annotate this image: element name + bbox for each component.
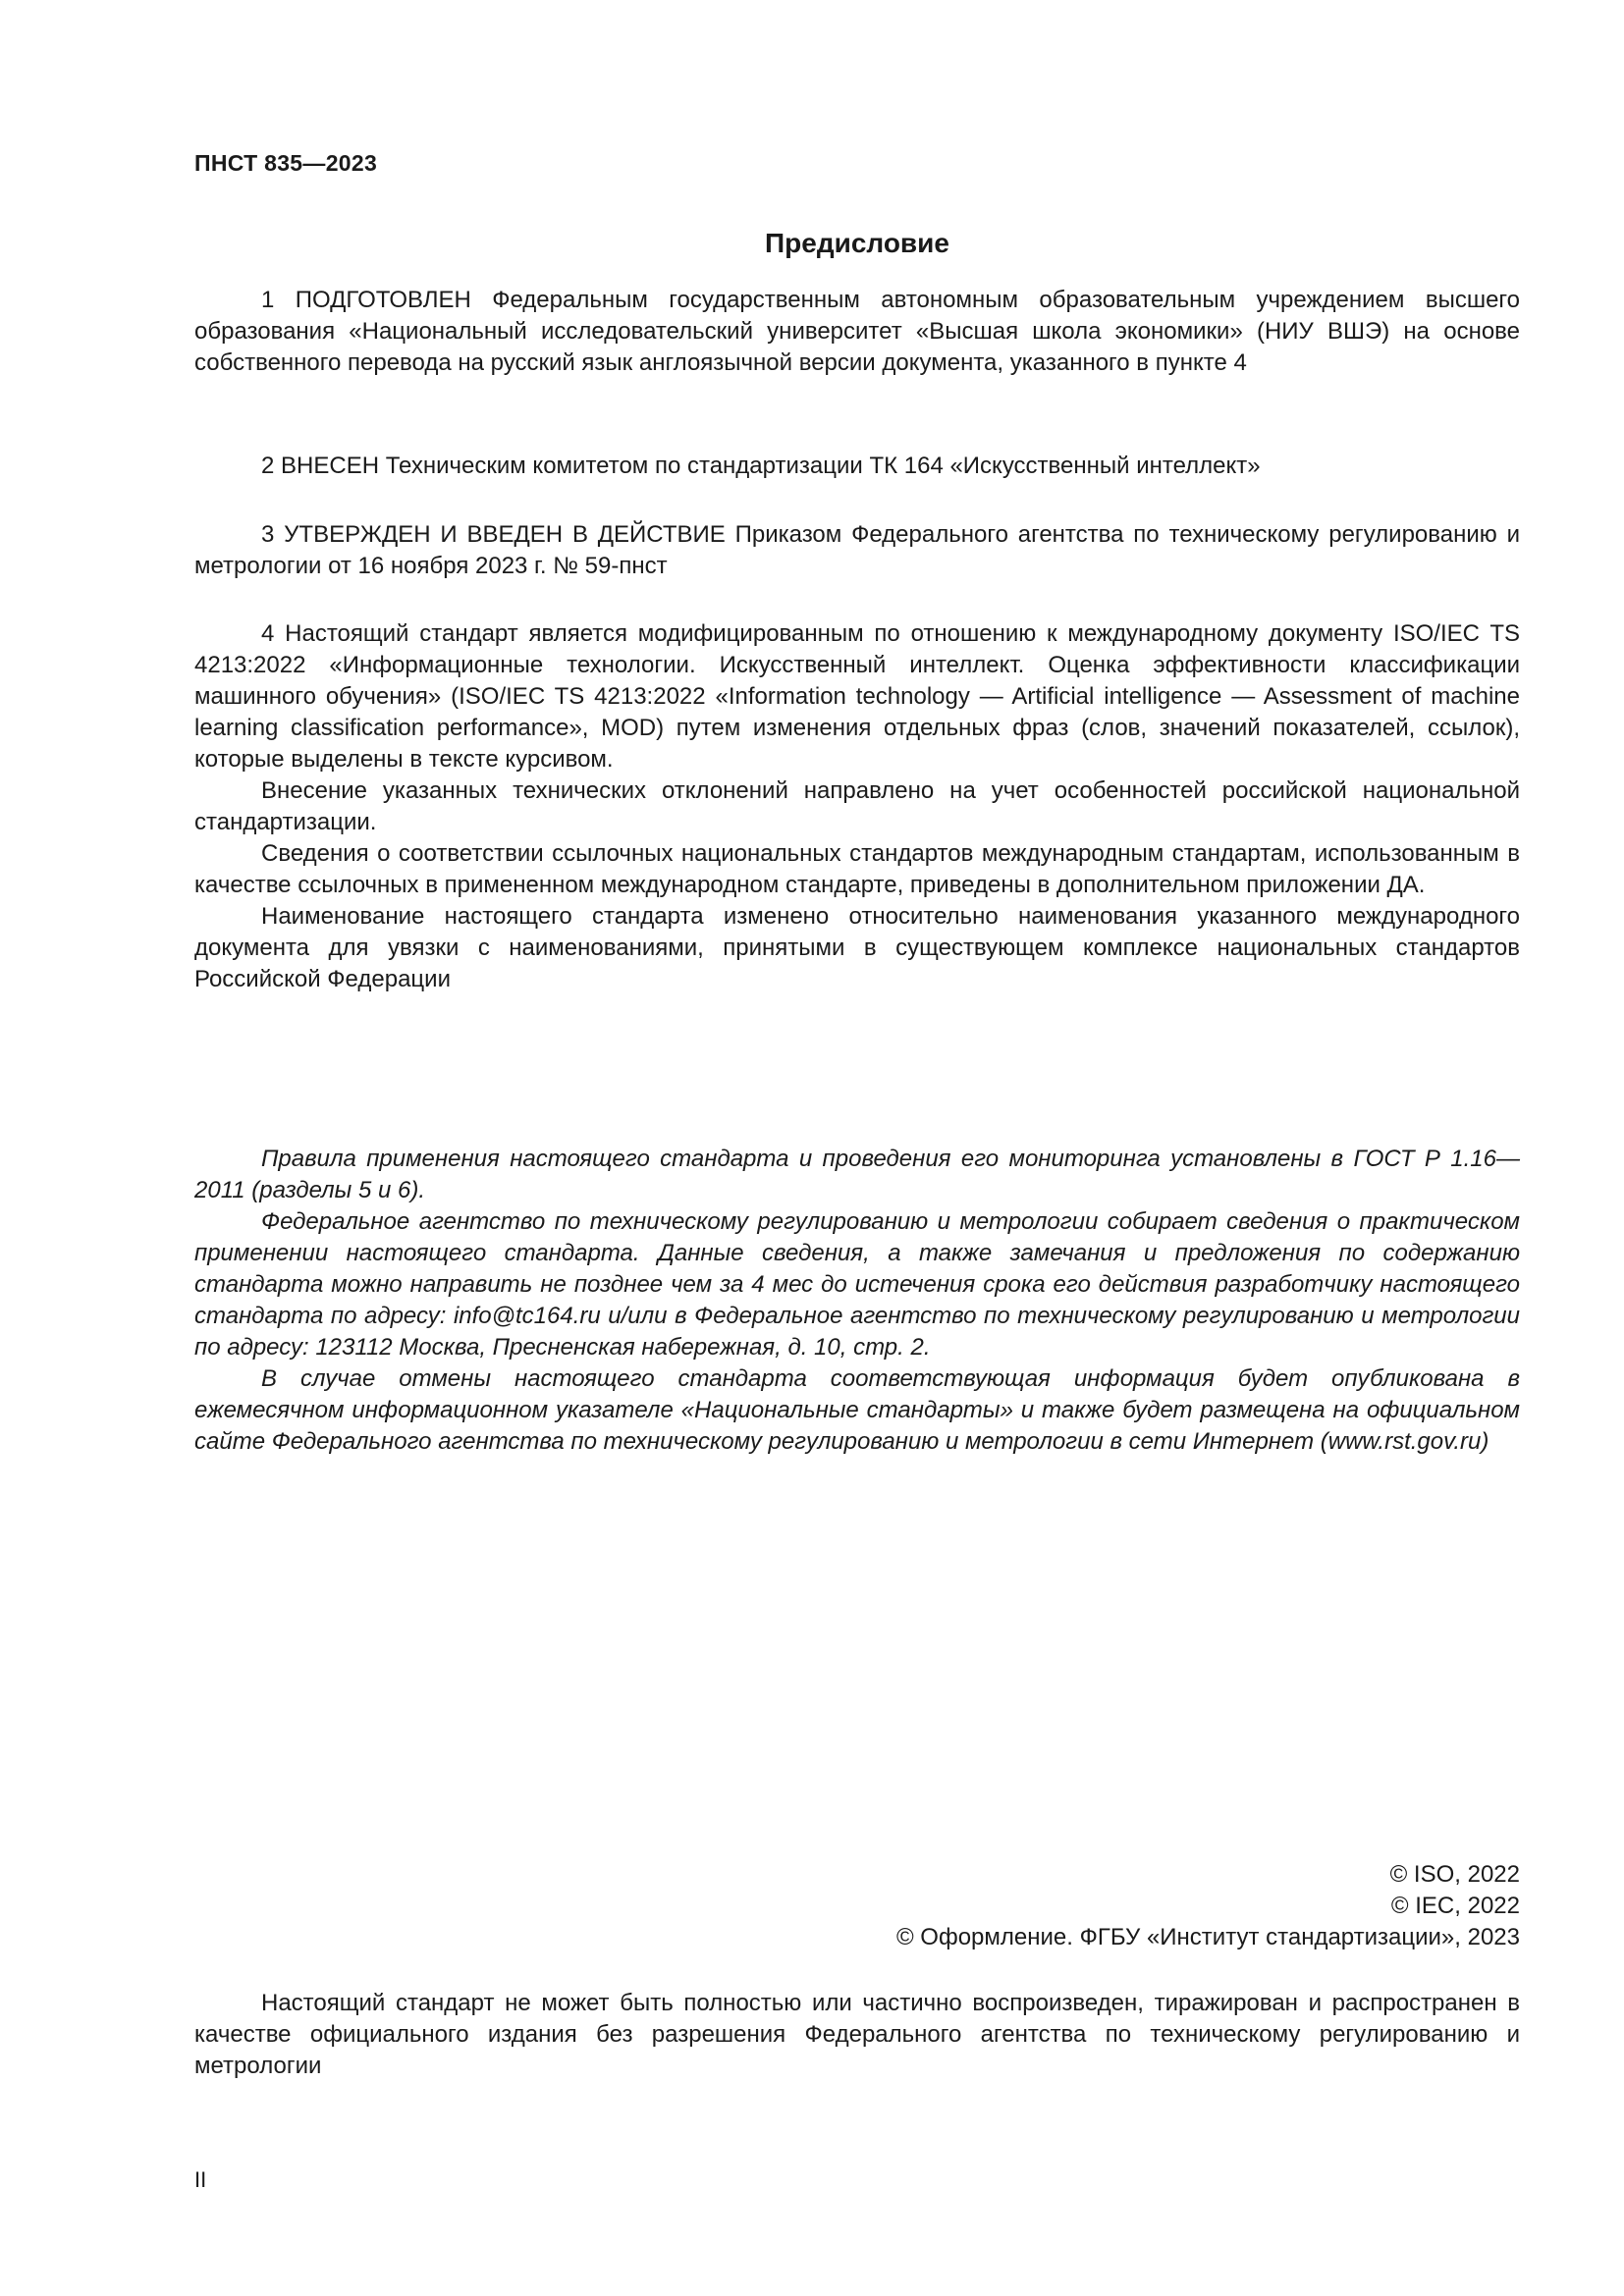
standard-code: ПНСТ 835—2023 bbox=[194, 150, 378, 176]
page-number: II bbox=[194, 2167, 207, 2192]
page-title: Предисловие bbox=[765, 228, 949, 258]
foreword-paragraph: Наименование настоящего стандарта изменено относительно наименования указанного международного документа для увязки с наименованиями, принятыми в существующем комплексе национальных стандартов Российской Федерации bbox=[194, 903, 1520, 992]
rules-block bbox=[194, 1144, 1520, 1458]
copyright-block bbox=[194, 1859, 1520, 1953]
foreword-paragraph: 3 УТВЕРЖДЕН И ВВЕДЕН В ДЕЙСТВИЕ Приказом Федерального агентства по техническому регулированию и метрологии от 16 ноября 2023 г. № 59-пнст bbox=[194, 521, 1520, 579]
copyright-design: © Оформление. ФГБУ «Институт стандартизации», 2023 bbox=[895, 1924, 1520, 1950]
rules-paragraph: Федеральное агентство по техническому регулированию и метрологии собирает сведения о практическом применении настоящего стандарта. Данные сведения, а также замечания и предложения по содержанию стандарта можно направить не позднее чем за 4 мес до истечения срока его действия разработчику настоящего стандарта по адресу: info@tc164.ru и/или в Федеральное агентство по техническому регулированию и метрологии по адресу: 123112 Москва, Пресненская набережная, д. 10, стр. 2. bbox=[194, 1208, 1520, 1361]
foreword-item-4 bbox=[194, 618, 1520, 995]
foreword-item-2 bbox=[194, 451, 1520, 482]
foreword-paragraph: 4 Настоящий стандарт является модифицированным по отношению к международному документу ISO/IEC TS 4213:2022 «Информационные технологии. Искусственный интеллект. Оценка эффективности классификации машинного обучения» (ISO/IEC TS 4213:2022 «Information technology — Artificial intelligence — Assessment of machine learning classification performance», MOD) путем изменения отдельных фраз (слов, значений показателей, ссылок), которые выделены в тексте курсивом. bbox=[194, 620, 1520, 773]
foreword-paragraph: Внесение указанных технических отклонений направлено на учет особенностей российской национальной стандартизации. bbox=[194, 777, 1520, 835]
copyright-iso: © ISO, 2022 bbox=[1389, 1861, 1520, 1888]
foreword-paragraph: 1 ПОДГОТОВЛЕН Федеральным государственным автономным образовательным учреждением высшего образования «Национальный исследовательский университет «Высшая школа экономики» (НИУ ВШЭ) на основе собственного перевода на русский язык англоязычной версии документа, указанного в пункте 4 bbox=[194, 287, 1520, 376]
foreword-item-3 bbox=[194, 519, 1520, 582]
foreword-paragraph: 2 ВНЕСЕН Техническим комитетом по стандартизации ТК 164 «Искусственный интеллект» bbox=[261, 453, 1261, 479]
copyright-iec: © IEC, 2022 bbox=[1390, 1893, 1520, 1919]
rules-paragraph: В случае отмены настоящего стандарта соответствующая информация будет опубликована в ежемесячном информационном указателе «Национальные стандарты» и также будет размещена на официальном сайте Федерального агентства по техническому регулированию и метрологии в сети Интернет (www.rst.gov.ru) bbox=[194, 1365, 1520, 1455]
foreword-paragraph: Сведения о соответствии ссылочных национальных стандартов международным стандартам, использованным в качестве ссылочных в примененном международном стандарте, приведены в дополнительном приложении ДА. bbox=[194, 840, 1520, 898]
foreword-item-1 bbox=[194, 285, 1520, 379]
reproduction-notice bbox=[194, 1988, 1520, 2082]
rules-paragraph: Правила применения настоящего стандарта и проведения его мониторинга установлены в ГОСТ Р 1.16—2011 (разделы 5 и 6). bbox=[194, 1146, 1520, 1203]
notice-paragraph: Настоящий стандарт не может быть полностью или частично воспроизведен, тиражирован и распространен в качестве официального издания без разрешения Федерального агентства по техническому регулированию и метрологии bbox=[194, 1990, 1520, 2079]
